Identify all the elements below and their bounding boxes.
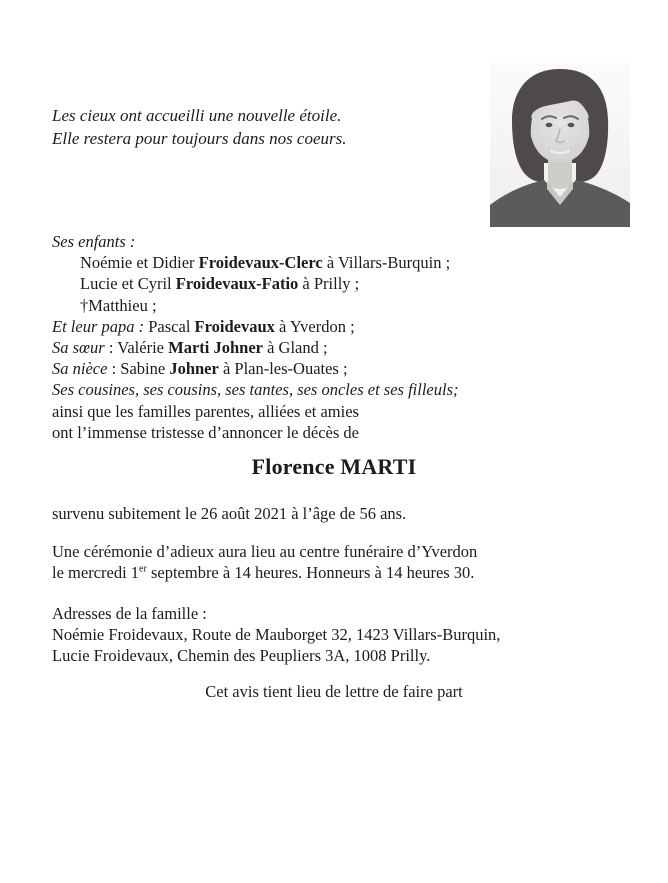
papa-surname: Froidevaux — [194, 316, 275, 336]
papa-firstname: Pascal — [148, 316, 195, 336]
papa-place: à Yverdon ; — [274, 316, 355, 336]
ceremony-date-post: septembre à 14 heures. Honneurs à 14 heures 30. — [146, 563, 475, 583]
death-statement: survenu subitement le 26 août 2021 à l’âge de 56 ans. — [52, 504, 407, 523]
addresses-label: Adresses de la famille : — [52, 604, 207, 623]
sister-line — [52, 337, 459, 358]
ceremony-line-1: Une cérémonie d’adieux aura lieu au centre funéraire d’Yverdon — [52, 542, 478, 561]
portrait-photo-graphic — [490, 63, 630, 227]
family-addresses — [52, 603, 500, 667]
epigraph-line-2: Elle restera pour toujours dans nos coeurs. — [52, 129, 347, 148]
ordinal-superscript: er — [139, 563, 147, 575]
papa-label: Et leur papa : — [52, 316, 149, 336]
deceased-name-band — [0, 454, 668, 480]
sister-place: à Gland ; — [262, 338, 328, 358]
epigraph-line-1: Les cieux ont accueilli une nouvelle étoile. — [52, 106, 342, 125]
announce-line: ont l’immense tristesse d’annoncer le décès de — [52, 422, 359, 442]
papa-line — [52, 316, 459, 337]
child1-place: à Villars-Burquin ; — [322, 253, 451, 273]
niece-surname: Johner — [169, 359, 219, 379]
sister-firstname: : Valérie — [104, 338, 169, 358]
address-line-1: Noémie Froidevaux, Route de Mauborget 32, 1423 Villars-Burquin, — [52, 625, 501, 645]
niece-label: Sa nièce — [52, 359, 108, 379]
address-line-2: Lucie Froidevaux, Chemin des Peupliers 3A, 1008 Prilly. — [52, 646, 431, 666]
epigraph — [52, 104, 347, 150]
child-line-2 — [52, 273, 459, 294]
child2-place: à Prilly ; — [298, 274, 360, 294]
child1-surname: Froidevaux-Clerc — [198, 253, 323, 273]
sister-label: Sa sœur — [52, 338, 105, 358]
family-list — [52, 231, 459, 443]
footer-notice: Cet avis tient lieu de lettre de faire part — [205, 682, 463, 701]
child-line-3: †Matthieu ; — [80, 295, 157, 315]
sister-surname: Marti Johner — [168, 338, 263, 358]
child1-names: Noémie et Didier — [80, 253, 199, 273]
niece-place: à Plan-les-Ouates ; — [218, 359, 348, 379]
child-line-1 — [52, 252, 459, 273]
deceased-name: Florence MARTI — [251, 454, 417, 479]
ceremony-date-pre: le mercredi 1 — [52, 563, 140, 583]
ceremony-details — [52, 541, 477, 583]
child2-surname: Froidevaux-Fatio — [175, 274, 299, 294]
portrait-photo — [490, 63, 630, 227]
footer-notice-band — [0, 682, 668, 702]
niece-line — [52, 358, 459, 379]
relatives-line: ainsi que les familles parentes, alliées et amies — [52, 401, 359, 421]
niece-firstname: : Sabine — [107, 359, 170, 379]
child2-names: Lucie et Cyril — [80, 274, 176, 294]
children-label: Ses enfants : — [52, 232, 136, 251]
cousins-line: Ses cousines, ses cousins, ses tantes, ses oncles et ses filleuls; — [52, 380, 459, 400]
ceremony-line-2 — [52, 562, 477, 583]
